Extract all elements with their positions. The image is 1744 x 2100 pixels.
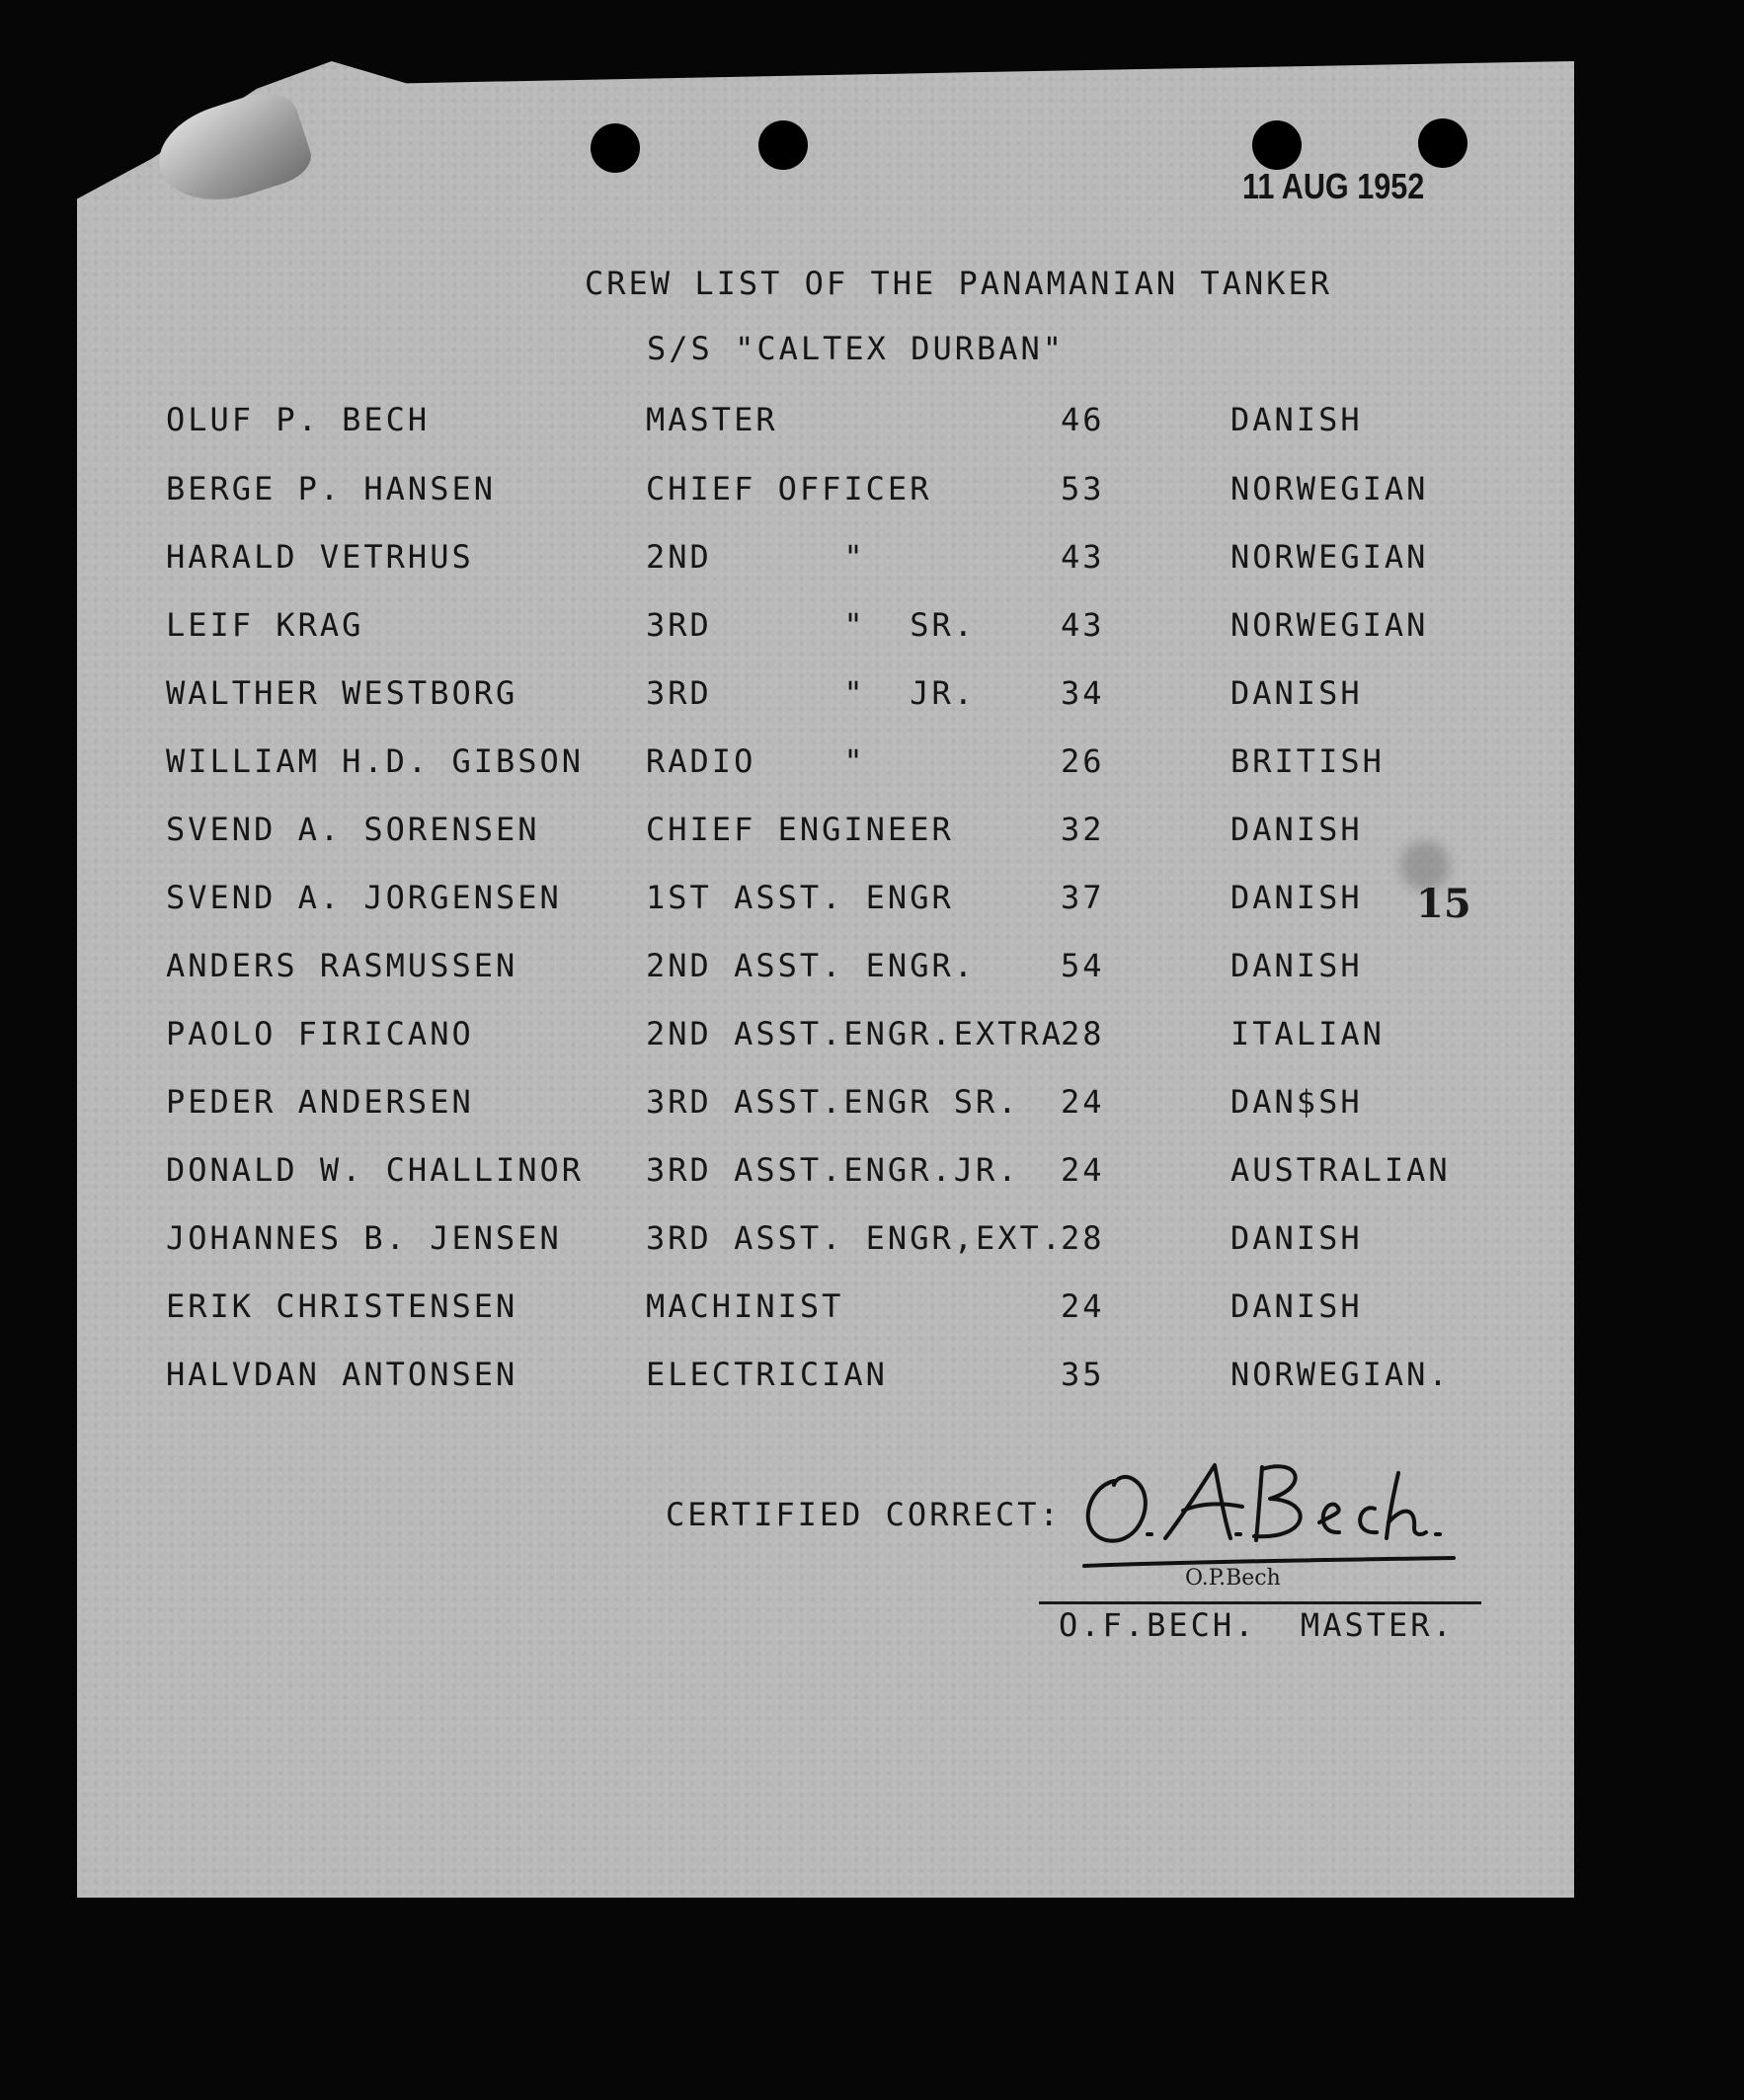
- crew-position: 3RD ASST. ENGR,EXT.: [646, 1219, 1065, 1257]
- crew-age: 24: [1061, 1083, 1105, 1121]
- crew-nationality: NORWEGIAN: [1230, 470, 1429, 507]
- crew-name: HARALD VETRHUS: [166, 538, 474, 576]
- crew-position: 1ST ASST. ENGR: [646, 879, 954, 916]
- crew-name: PEDER ANDERSEN: [166, 1083, 474, 1121]
- signature-rule: [1039, 1601, 1481, 1604]
- crew-age: 43: [1061, 538, 1105, 576]
- crew-age: 24: [1061, 1151, 1105, 1189]
- crew-nationality: DANISH: [1230, 879, 1363, 916]
- crew-name: OLUF P. BECH: [166, 401, 431, 438]
- crew-row: [0, 879, 1744, 921]
- crew-nationality: BRITISH: [1230, 742, 1385, 780]
- crew-nationality: DANISH: [1230, 1287, 1363, 1325]
- crew-position: RADIO ": [646, 742, 866, 780]
- crew-position: 3RD ASST.ENGR SR.: [646, 1083, 1020, 1121]
- crew-row: [0, 1219, 1744, 1262]
- crew-position: 2ND ASST.ENGR.EXTRA: [646, 1015, 1065, 1052]
- crew-age: 54: [1061, 947, 1105, 984]
- crew-age: 53: [1061, 470, 1105, 507]
- crew-nationality: AUSTRALIAN: [1230, 1151, 1451, 1189]
- crew-nationality: NORWEGIAN: [1230, 538, 1429, 576]
- crew-row: [0, 606, 1744, 649]
- page-number: 15: [1416, 881, 1471, 927]
- signer-printed-name: O.P.Bech: [1185, 1566, 1281, 1591]
- crew-name: ANDERS RASMUSSEN: [166, 947, 518, 984]
- crew-age: 24: [1061, 1287, 1105, 1325]
- signer-title-line: O.F.BECH. MASTER.: [1059, 1606, 1455, 1644]
- crew-nationality: NORWEGIAN.: [1230, 1356, 1451, 1393]
- crew-age: 35: [1061, 1356, 1105, 1393]
- crew-row: [0, 1083, 1744, 1126]
- crew-row: [0, 742, 1744, 785]
- crew-age: 43: [1061, 606, 1105, 644]
- crew-row: [0, 470, 1744, 512]
- crew-position: 2ND ASST. ENGR.: [646, 947, 976, 984]
- crew-row: [0, 674, 1744, 717]
- crew-age: 46: [1061, 401, 1105, 438]
- crew-nationality: DANISH: [1230, 947, 1363, 984]
- crew-position: 2ND ": [646, 538, 866, 576]
- crew-nationality: NORWEGIAN: [1230, 606, 1429, 644]
- crew-name: LEIF KRAG: [166, 606, 364, 644]
- crew-row: [0, 1151, 1744, 1194]
- crew-name: JOHANNES B. JENSEN: [166, 1219, 562, 1257]
- crew-position: 3RD " JR.: [646, 674, 976, 712]
- crew-position: MASTER: [646, 401, 778, 438]
- crew-nationality: DANISH: [1230, 1219, 1363, 1257]
- vessel-name: S/S "CALTEX DURBAN": [647, 330, 1066, 367]
- crew-name: DONALD W. CHALLINOR: [166, 1151, 585, 1189]
- crew-position: CHIEF OFFICER: [646, 470, 932, 507]
- crew-age: 26: [1061, 742, 1105, 780]
- crew-row: [0, 1356, 1744, 1398]
- crew-age: 28: [1061, 1219, 1105, 1257]
- crew-name: ERIK CHRISTENSEN: [166, 1287, 518, 1325]
- certification-label: CERTIFIED CORRECT:: [666, 1496, 1062, 1533]
- crew-row: [0, 538, 1744, 581]
- crew-position: ELECTRICIAN: [646, 1356, 888, 1393]
- document-title: CREW LIST OF THE PANAMANIAN TANKER: [585, 265, 1333, 302]
- crew-row: [0, 401, 1744, 443]
- crew-name: WALTHER WESTBORG: [166, 674, 518, 712]
- crew-name: WILLIAM H.D. GIBSON: [166, 742, 585, 780]
- crew-nationality: ITALIAN: [1230, 1015, 1385, 1052]
- crew-nationality: DAN$SH: [1230, 1083, 1363, 1121]
- crew-row: [0, 1287, 1744, 1330]
- crew-nationality: DANISH: [1230, 401, 1363, 438]
- crew-row: [0, 947, 1744, 989]
- crew-name: PAOLO FIRICANO: [166, 1015, 474, 1052]
- crew-age: 34: [1061, 674, 1105, 712]
- crew-nationality: DANISH: [1230, 674, 1363, 712]
- crew-name: SVEND A. SORENSEN: [166, 811, 540, 848]
- crew-position: 3RD " SR.: [646, 606, 976, 644]
- crew-age: 28: [1061, 1015, 1105, 1052]
- crew-position: CHIEF ENGINEER: [646, 811, 954, 848]
- handwritten-signature: [1067, 1443, 1462, 1572]
- crew-position: 3RD ASST.ENGR.JR.: [646, 1151, 1020, 1189]
- crew-name: BERGE P. HANSEN: [166, 470, 496, 507]
- crew-row: [0, 811, 1744, 853]
- crew-age: 32: [1061, 811, 1105, 848]
- crew-position: MACHINIST: [646, 1287, 844, 1325]
- crew-name: SVEND A. JORGENSEN: [166, 879, 562, 916]
- crew-name: HALVDAN ANTONSEN: [166, 1356, 518, 1393]
- date-stamp: 11 AUG 1952: [1242, 166, 1425, 206]
- crew-nationality: DANISH: [1230, 811, 1363, 848]
- crew-age: 37: [1061, 879, 1105, 916]
- crew-row: [0, 1015, 1744, 1057]
